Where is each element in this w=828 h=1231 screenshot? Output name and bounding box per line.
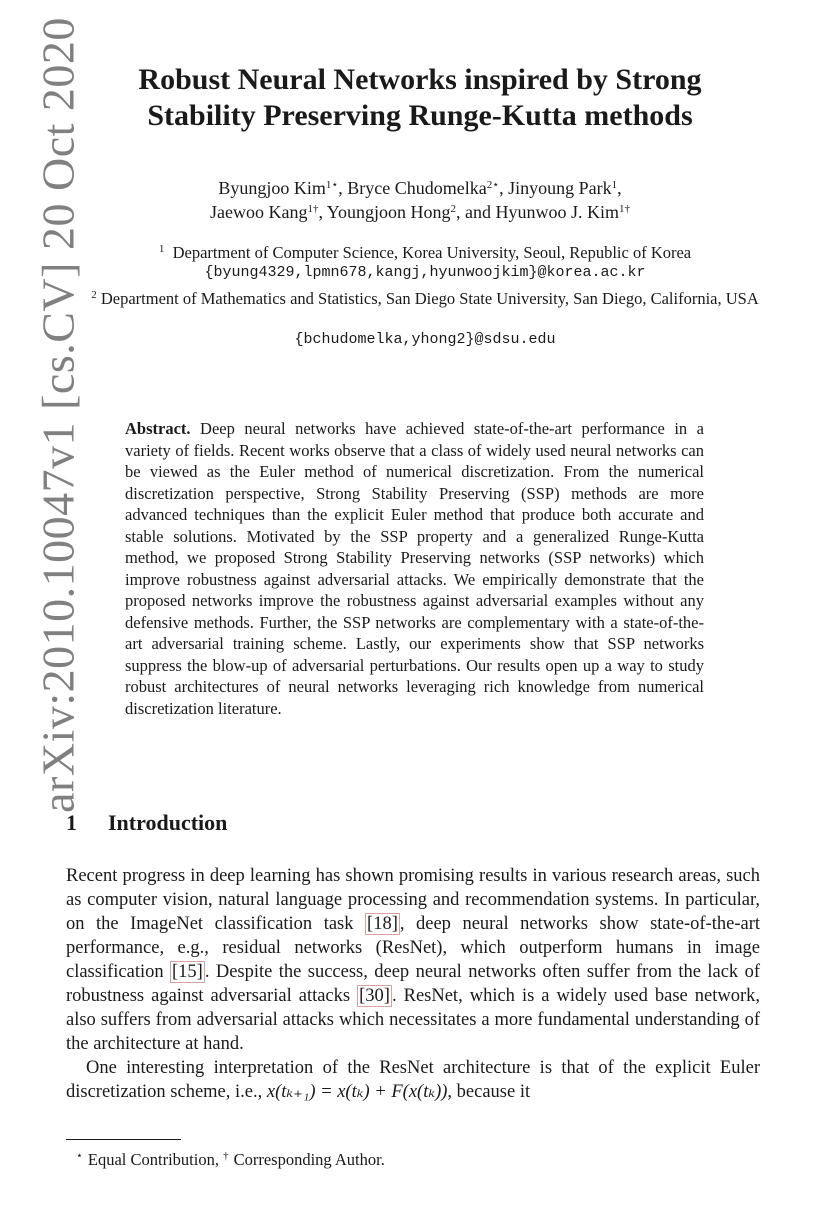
text-run: . ResNet, which is a widely used base network, also suffers from adversarial attacks which necessitates a more fundamental understanding of the architecture at hand. bbox=[66, 986, 760, 1054]
equation: x(tₖ₊₁) = x(tₖ) + F(x(tₖ)) bbox=[266, 1082, 448, 1102]
paragraph-1 bbox=[66, 864, 760, 1056]
section-title: Introduction bbox=[108, 810, 228, 835]
text-run: Recent progress in deep learning has shown promising results in various research areas, such as computer vision, natural language processing and recommendation systems. In particular, on the ImageNet classification task bbox=[66, 866, 760, 934]
text-run: , because it bbox=[447, 1082, 531, 1102]
author-line-1 bbox=[90, 176, 750, 200]
author-name: , Bryce Chudomelka bbox=[338, 178, 487, 198]
author-name: , and Hyunwoo J. Kim bbox=[456, 202, 619, 222]
footnote-mark: ⋆ bbox=[76, 1150, 83, 1162]
paper-title bbox=[90, 62, 750, 134]
citation-link[interactable]: [18] bbox=[367, 914, 398, 934]
footnote-text: Corresponding Author. bbox=[233, 1150, 385, 1169]
author-name: Byungjoo Kim bbox=[218, 178, 326, 198]
author-sup: 1† bbox=[619, 203, 630, 215]
title-line-1: Robust Neural Networks inspired by Strong bbox=[138, 63, 702, 96]
author-sup: 1 bbox=[611, 179, 618, 191]
footnote-rule bbox=[66, 1139, 181, 1140]
affiliation-number: 2 bbox=[91, 289, 97, 301]
abstract-label: Abstract. bbox=[125, 419, 191, 438]
footnote-mark: † bbox=[223, 1150, 229, 1162]
text-run: . Despite the success, deep neural networks often suffer from the lack of robustness against adversarial attacks bbox=[66, 962, 760, 1006]
footnote-text: Equal Contribution, bbox=[87, 1150, 224, 1169]
email-line-2: {bchudomelka,yhong2}@sdsu.edu bbox=[294, 331, 556, 348]
abstract bbox=[125, 418, 704, 719]
author-sup: 1† bbox=[307, 203, 319, 215]
author-line-2 bbox=[90, 200, 750, 224]
affiliation-1 bbox=[80, 242, 770, 264]
text-run: , deep neural networks show state-of-the-art performance, e.g., residual networks (ResNet), which outperform humans in image classification bbox=[66, 914, 760, 982]
citation-link[interactable]: [30] bbox=[359, 986, 390, 1006]
author-list bbox=[90, 176, 750, 224]
author-name: , Jinyoung Park bbox=[499, 178, 612, 198]
paragraph-2 bbox=[66, 1056, 760, 1104]
author-sup: 1⋆ bbox=[325, 179, 339, 191]
affiliation-number: 1 bbox=[158, 243, 165, 255]
author-sup: 2 bbox=[450, 203, 456, 215]
section-heading bbox=[66, 810, 227, 836]
arxiv-side-stamp bbox=[28, 17, 88, 813]
affiliation-text: Department of Computer Science, Korea University, Seoul, Republic of Korea bbox=[172, 243, 692, 262]
title-line-2: Stability Preserving Runge-Kutta methods bbox=[147, 99, 693, 132]
author-sup: 2⋆ bbox=[486, 179, 500, 191]
author-name: , Youngjoon Hong bbox=[318, 202, 451, 222]
author-sep: , bbox=[617, 178, 622, 198]
section-number: 1 bbox=[66, 810, 77, 835]
body-text bbox=[66, 864, 760, 1104]
text-run: One interesting interpretation of the ResNet architecture is that of the explicit Euler discretization scheme, i.e., bbox=[66, 1058, 760, 1102]
citation-link[interactable]: [15] bbox=[172, 962, 203, 982]
affiliation-text: Department of Mathematics and Statistics, San Diego State University, San Diego, California, USA bbox=[100, 289, 759, 308]
abstract-text: Deep neural networks have achieved state-of-the-art performance in a variety of fields. Recent works observe that a class of widely used neural networks can be viewed as the Euler method of numerical discretization. From the numerical discretization perspective, Strong Stability Preserving (SSP) methods are more advanced techniques than the explicit Euler method that produce both accurate and stable solutions. Motivated by the SSP property and a generalized Runge-Kutta method, we proposed Strong Stability Preserving networks (SSP networks) which improve robustness against adversarial attacks. We empirically demonstrate that the proposed networks improve the robustness against adversarial examples without any defensive methods. Further, the SSP networks are complementary with a state-of-the-art adversarial training scheme. Lastly, our experiments show that SSP networks suppress the blow-up of adversarial perturbations. Our results open up a way to study robust architectures of neural networks leveraging rich knowledge from numerical discretization literature. bbox=[125, 419, 704, 718]
arxiv-identifier: arXiv:2010.10047v1 [cs.CV] 20 Oct 2020 bbox=[32, 17, 84, 813]
author-name: Jaewoo Kang bbox=[209, 202, 308, 222]
email-line-1: {byung4329,lpmn678,kangj,hyunwoojkim}@korea.ac.kr bbox=[204, 264, 646, 281]
footnote bbox=[66, 1145, 385, 1171]
affiliation-2 bbox=[80, 288, 770, 310]
